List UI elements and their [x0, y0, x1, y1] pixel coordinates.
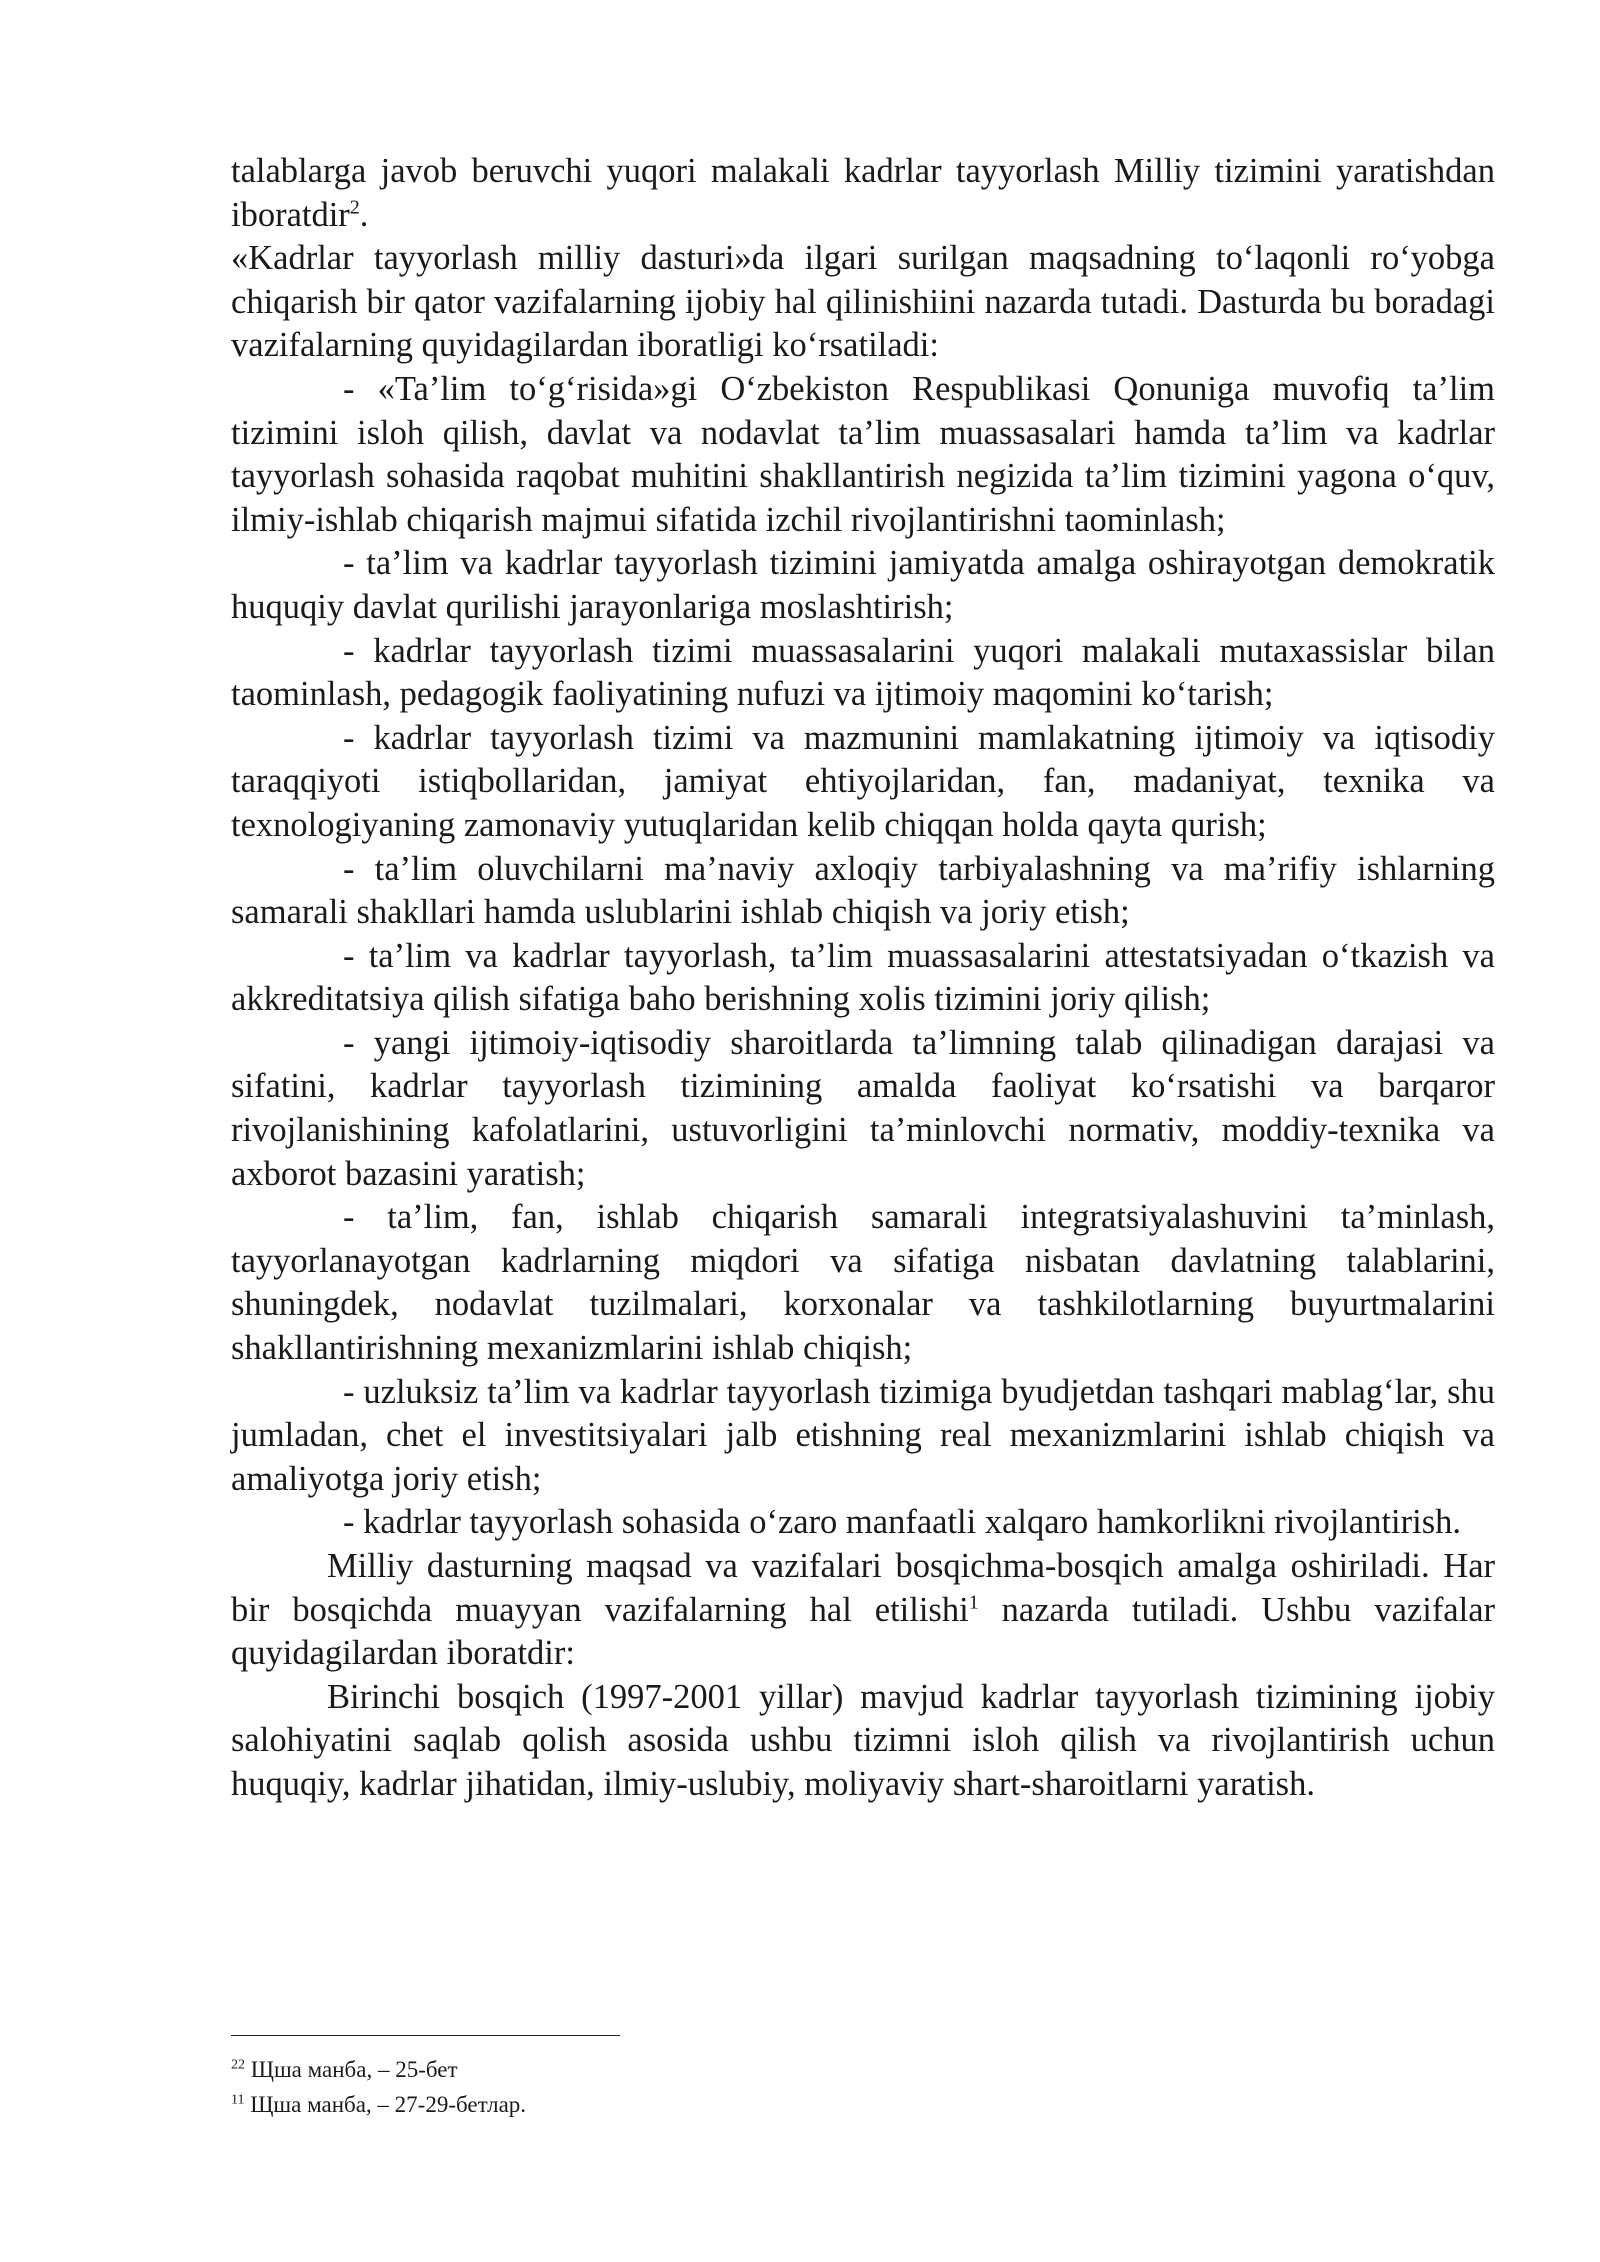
paragraph-text: Milliy dasturning maqsad va vazifalari bosqichma-bosqich amalga oshiriladi. Har bir bosqichda muayyan vazifalarning hal etilishi: [231, 1547, 1495, 1629]
footnote-reference[interactable]: 1: [968, 1591, 979, 1614]
paragraph-text: talablarga javob beruvchi yuqori malakali kadrlar tayyorlash Milliy tizimini yaratishdan iboratdir: [231, 152, 1495, 234]
footnote-mark: 11: [231, 2092, 245, 2108]
footnote-mark: 22: [231, 2057, 245, 2073]
list-item: - kadrlar tayyorlash sohasida o‘zaro manfaatli xalqaro hamkorlikni rivojlantirish.: [343, 1503, 1462, 1542]
paragraph-intro: «Kadrlar tayyorlash milliy dasturi»da ilgari surilgan maqsadning to‘laqonli ro‘yobga chiqarish bir qator vazifalarning ijobiy hal qilinishiini nazarda tutadi. Dasturda bu boradagi vazifalarning quyidagilardan iboratligi ko‘rsatiladi:: [231, 239, 1495, 365]
list-item: - «Ta’lim to‘g‘risida»gi O‘zbekiston Respublikasi Qonuniga muvofiq ta’lim tizimini isloh qilish, davlat va nodavlat ta’lim muassasalari hamda ta’lim va kadrlar tayyorlash sohasida raqobat muhitini shakllantirish negizida ta’lim tizimini yagona o‘quv, ilmiy-ishlab chiqarish majmui sifatida izchil rivojlantirishni taominlash;: [231, 369, 1495, 539]
footnotes: [231, 2052, 1495, 2122]
paragraph-text-end: .: [359, 195, 369, 234]
list-item: - kadrlar tayyorlash tizimi muassasalarini yuqori malakali mutaxassislar bilan taominlash, pedagogik faoliyatining nufuzi va ijtimoiy maqomini ko‘tarish;: [231, 631, 1495, 714]
list-item: - ta’lim va kadrlar tayyorlash tizimini jamiyatda amalga oshirayotgan demokratik huquqiy davlat qurilishi jarayonlariga moslashtirish;: [231, 544, 1495, 626]
list-item: - kadrlar tayyorlash tizimi va mazmunini mamlakatning ijtimoiy va iqtisodiy taraqqiyoti istiqbollaridan, jamiyat ehtiyojlaridan, fan, madaniyat, texnika va texnologiyaning zamonaviy yutuqlaridan kelib chiqqan holda qayta qurish;: [231, 718, 1495, 844]
paragraph-first-stage: Birinchi bosqich (1997-2001 yillar) mavjud kadrlar tayyorlash tizimining ijobiy salohiyatini saqlab qolish asosida ushbu tizimni isloh qilish va rivojlantirish uchun huquqiy, kadrlar jihatidan, ilmiy-uslubiy, moliyaviy shart-sharoitlarni yaratish.: [231, 1677, 1495, 1803]
footnote-separator: [231, 2035, 620, 2036]
list-item: - ta’lim, fan, ishlab chiqarish samarali integratsiyalashuvini ta’minlash, tayyorlanayotgan kadrlarning miqdori va sifatiga nisbatan davlatning talablarini, shuningdek, nodavlat tuzilmalari, korxonalar va tashkilotlarning buyurtmalarini shakllantirishning mexanizmlarini ishlab chiqish;: [231, 1198, 1495, 1368]
paragraph-continuation: [231, 150, 1495, 237]
list-item: - yangi ijtimoiy-iqtisodiy sharoitlarda ta’limning talab qilinadigan darajasi va sifatini, kadrlar tayyorlash tizimining amalda faoliyat ko‘rsatishi va barqaror rivojlanishining kafolatlarini, ustuvorligini ta’minlovchi normativ, moddiy-texnika va axborot bazasini yaratish;: [231, 1023, 1495, 1193]
footnote-text: Щша манба, – 27-29-бетлар.: [250, 2092, 527, 2117]
footnote: [231, 2087, 1495, 2122]
list-item: - uzluksiz ta’lim va kadrlar tayyorlash tizimiga byudjetdan tashqari mablag‘lar, shu jumladan, chet el investitsiyalari jalb etishning real mexanizmlarini ishlab chiqish va amaliyotga joriy etish;: [231, 1372, 1495, 1498]
paragraph-text-end: nazarda tutiladi. Ushbu vazifalar quyidagilardan iboratdir:: [231, 1590, 1496, 1673]
footnote-text: Щша манба, – 25-бет: [250, 2057, 458, 2082]
footnote-reference[interactable]: 2: [349, 196, 360, 219]
body-text: [231, 150, 1495, 1807]
paragraph-stages: [231, 1545, 1495, 1676]
list-item: - ta’lim va kadrlar tayyorlash, ta’lim muassasalarini attestatsiyadan o‘tkazish va akkreditatsiya qilish sifatiga baho berishning xolis tizimini joriy qilish;: [231, 936, 1495, 1019]
footnote: [231, 2052, 1495, 2087]
list-item: - ta’lim oluvchilarni ma’naviy axloqiy tarbiyalashning va ma’rifiy ishlarning samarali shakllari hamda uslublarini ishlab chiqish va joriy etish;: [231, 849, 1495, 932]
